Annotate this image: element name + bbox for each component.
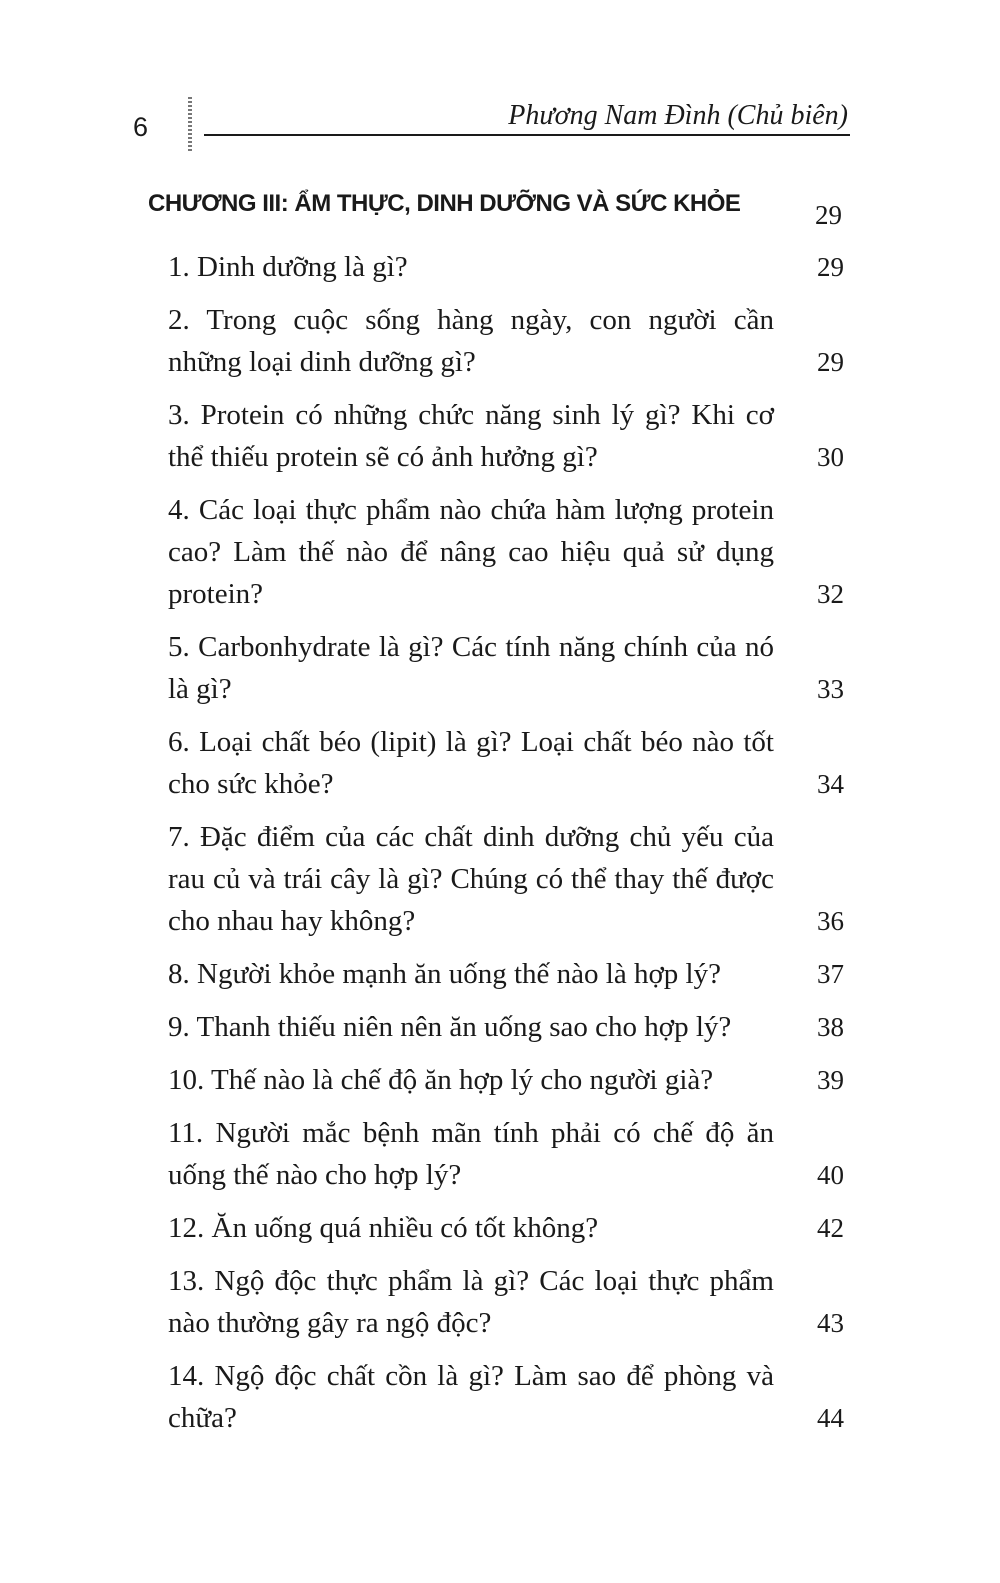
toc-entry-page-number: 40 <box>817 1160 844 1190</box>
toc-entry <box>168 953 848 995</box>
toc-list <box>168 246 848 1450</box>
toc-entry <box>168 1112 848 1196</box>
toc-entry-page-number: 36 <box>817 906 844 936</box>
chapter-title: CHƯƠNG III: ẨM THỰC, DINH DƯỠNG VÀ SỨC KHỎE <box>148 190 741 217</box>
header-divider <box>188 97 192 151</box>
toc-entry-page-number: 34 <box>817 769 844 799</box>
toc-entry <box>168 246 848 288</box>
toc-entry-page-number: 43 <box>817 1308 844 1338</box>
toc-entry-title: 6. Loại chất béo (lipit) là gì? Loại chất béo nào tốt cho sức khỏe? <box>168 726 774 800</box>
running-header-author: Phương Nam Đình (Chủ biên) <box>508 100 848 131</box>
toc-entry-title: 12. Ăn uống quá nhiều có tốt không? <box>168 1212 599 1244</box>
toc-entry-title: 9. Thanh thiếu niên nên ăn uống sao cho hợp lý? <box>168 1011 732 1043</box>
toc-entry <box>168 816 848 942</box>
toc-entry-title: 2. Trong cuộc sống hàng ngày, con người cần những loại dinh dưỡng gì? <box>168 304 774 378</box>
toc-entry-page-number: 33 <box>817 674 844 704</box>
toc-entry <box>168 626 848 710</box>
toc-entry <box>168 1059 848 1101</box>
toc-entry <box>168 394 848 478</box>
toc-entry-title: 5. Carbonhydrate là gì? Các tính năng chính của nó là gì? <box>168 631 774 705</box>
toc-entry <box>168 299 848 383</box>
toc-entry-title: 7. Đặc điểm của các chất dinh dưỡng chủ yếu của rau củ và trái cây là gì? Chúng có thể thay thế được cho nhau hay không? <box>168 821 774 937</box>
toc-entry-page-number: 38 <box>817 1012 844 1042</box>
toc-entry-title: 13. Ngộ độc thực phẩm là gì? Các loại thực phẩm nào thường gây ra ngộ độc? <box>168 1265 774 1339</box>
toc-entry-page-number: 29 <box>817 347 844 377</box>
toc-entry-page-number: 39 <box>817 1065 844 1095</box>
toc-entry-page-number: 44 <box>817 1403 844 1433</box>
toc-entry-title: 3. Protein có những chức năng sinh lý gì? Khi cơ thể thiếu protein sẽ có ảnh hưởng gì? <box>168 399 774 473</box>
toc-entry-title: 11. Người mắc bệnh mãn tính phải có chế độ ăn uống thế nào cho hợp lý? <box>168 1117 774 1191</box>
toc-entry <box>168 1006 848 1048</box>
chapter-page-number: 29 <box>815 200 842 230</box>
toc-entry-page-number: 30 <box>817 442 844 472</box>
toc-entry <box>168 1207 848 1249</box>
chapter-heading <box>148 190 848 230</box>
toc-entry-page-number: 32 <box>817 579 844 609</box>
toc-entry-page-number: 29 <box>817 252 844 282</box>
toc-entry-title: 10. Thế nào là chế độ ăn hợp lý cho người già? <box>168 1064 714 1096</box>
toc-entry-title: 4. Các loại thực phẩm nào chứa hàm lượng protein cao? Làm thế nào để nâng cao hiệu quả sử dụng protein? <box>168 494 774 610</box>
toc-entry-page-number: 37 <box>817 959 844 989</box>
toc-entry-page-number: 42 <box>817 1213 844 1243</box>
toc-entry-title: 8. Người khỏe mạnh ăn uống thế nào là hợp lý? <box>168 958 721 990</box>
toc-entry <box>168 1260 848 1344</box>
toc-entry <box>168 721 848 805</box>
page-number: 6 <box>133 112 149 142</box>
toc-entry-title: 1. Dinh dưỡng là gì? <box>168 251 408 283</box>
header-rule <box>204 134 850 136</box>
toc-entry-title: 14. Ngộ độc chất cồn là gì? Làm sao để phòng và chữa? <box>168 1360 774 1434</box>
toc-entry <box>168 489 848 615</box>
toc-entry <box>168 1355 848 1439</box>
